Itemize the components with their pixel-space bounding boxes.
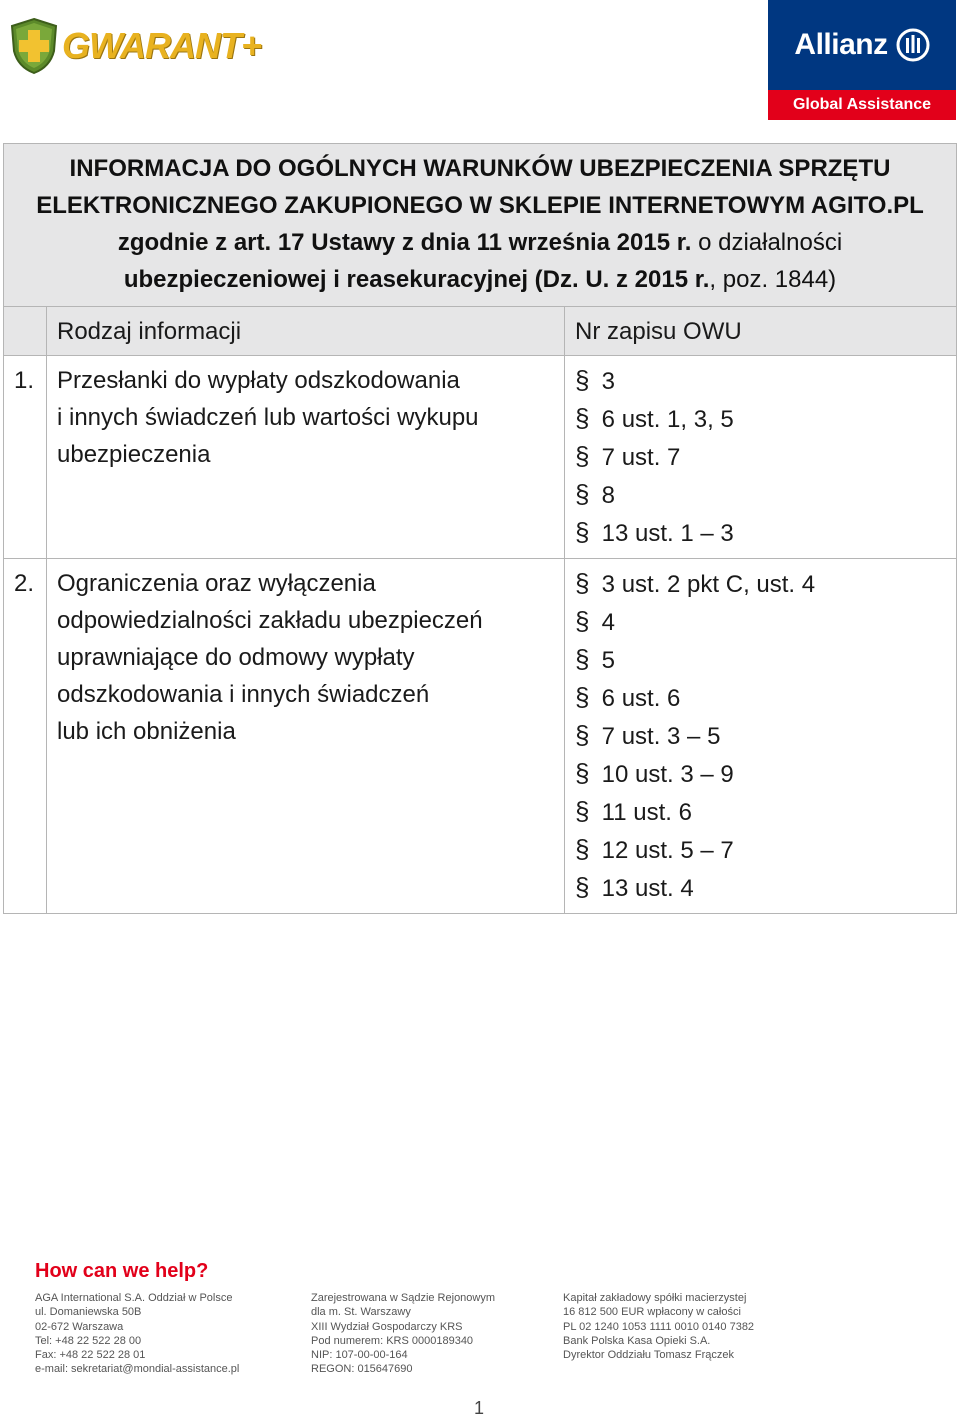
ref-text: 12 ust. 5 – 7 (601, 837, 734, 864)
ref-item (575, 869, 956, 907)
header-refs: Nr zapisu OWU (575, 317, 742, 345)
footer-capital-info (563, 1291, 754, 1362)
title-line-3-prefix: zgodnie z art. 17 Ustawy z dnia 11 września 2015 r. (117, 229, 692, 256)
gwarant-brand-text: GWARANT+ (62, 25, 261, 66)
section-symbol: § (575, 517, 590, 547)
section-symbol: § (575, 606, 590, 636)
allianz-logo-top (768, 0, 956, 90)
title-line-1: INFORMACJA DO OGÓLNYCH WARUNKÓW UBEZPIECZENIA SPRZĘTU (69, 155, 891, 182)
ref-item (575, 793, 956, 831)
ref-item (575, 400, 956, 438)
title-line-2: ELEKTRONICZNEGO ZAKUPIONEGO W SKLEPIE INTERNETOWYM AGITO.PL (36, 192, 924, 219)
allianz-logo (768, 0, 956, 120)
section-symbol: § (575, 365, 590, 395)
title-line-3 (14, 224, 946, 261)
footer-line: PL 02 1240 1053 1111 0010 0140 7382 (563, 1320, 755, 1333)
section-symbol: § (575, 568, 590, 598)
table-row (4, 355, 956, 558)
page-number: 1 (474, 1398, 485, 1418)
footer-line: Kapitał zakładowy spółki macierzystej (563, 1292, 747, 1304)
description-line: odpowiedzialności zakładu ubezpieczeń (57, 607, 483, 634)
row-refs (565, 356, 956, 558)
ref-text: 10 ust. 3 – 9 (601, 761, 734, 788)
row-description (47, 356, 565, 558)
table-row (4, 558, 956, 913)
footer-line: AGA International S.A. Oddział w Polsce (35, 1292, 233, 1304)
description-line: Ograniczenia oraz wyłączenia (57, 570, 376, 597)
title-line-4-suffix: , poz. 1844) (709, 266, 837, 293)
header-number-cell (4, 307, 47, 355)
ref-item (575, 641, 956, 679)
section-symbol: § (575, 403, 590, 433)
section-symbol: § (575, 758, 590, 788)
title-line-3-suffix: o działalności (698, 229, 843, 256)
footer-line: Fax: +48 22 522 28 01 (35, 1349, 146, 1362)
ref-item (575, 831, 956, 869)
footer-line: REGON: 015647690 (311, 1363, 413, 1376)
description-line: Przesłanki do wypłaty odszkodowania (57, 367, 460, 394)
ref-text: 7 ust. 3 – 5 (601, 723, 721, 750)
ref-item (575, 514, 956, 552)
ref-text: 3 (601, 368, 616, 395)
footer-company-info (35, 1291, 239, 1377)
ref-item (575, 565, 956, 603)
ref-text: 5 (601, 647, 616, 674)
section-symbol: § (575, 796, 590, 826)
ref-item (575, 438, 956, 476)
description-line: lub ich obniżenia (57, 718, 236, 745)
ref-text: 11 ust. 6 (601, 799, 692, 826)
ref-text: 6 ust. 6 (601, 685, 681, 712)
document-title (4, 144, 956, 306)
footer-line: 02-672 Warszawa (35, 1320, 124, 1333)
footer-line: dla m. St. Warszawy (311, 1306, 411, 1319)
section-symbol: § (575, 720, 590, 750)
ref-text: 13 ust. 4 (601, 875, 694, 902)
table-header-row (4, 306, 956, 355)
help-title: How can we help? (35, 1260, 209, 1282)
section-symbol: § (575, 834, 590, 864)
section-symbol: § (575, 644, 590, 674)
description-line: i innych świadczeń lub wartości wykupu (57, 404, 479, 431)
ref-text: 8 (601, 482, 616, 509)
row-description (47, 559, 565, 913)
allianz-unit: Global Assistance (768, 90, 956, 120)
footer-line: 16 812 500 EUR wpłacony w całości (563, 1306, 741, 1319)
section-symbol: § (575, 441, 590, 471)
allianz-name: Allianz (794, 28, 888, 61)
row-refs (565, 559, 956, 913)
ref-text: 13 ust. 1 – 3 (601, 520, 734, 547)
title-line-4-prefix: ubezpieczeniowej i reasekuracyjnej (Dz. U. z 2015 r. (123, 266, 710, 293)
ref-item (575, 362, 956, 400)
header-type: Rodzaj informacji (47, 307, 565, 355)
ref-item (575, 755, 956, 793)
section-symbol: § (575, 479, 590, 509)
ref-text: 3 ust. 2 pkt C, ust. 4 (601, 571, 816, 598)
row-number: 1. (4, 356, 47, 558)
section-symbol: § (575, 872, 590, 902)
description-line: odszkodowania i innych świadczeń (57, 681, 430, 708)
ref-item (575, 717, 956, 755)
ref-text: 6 ust. 1, 3, 5 (601, 406, 734, 433)
footer-line: Pod numerem: KRS 0000189340 (311, 1334, 474, 1347)
footer-line: Tel: +48 22 522 28 00 (35, 1334, 142, 1347)
footer-line: XIII Wydział Gospodarczy KRS (311, 1320, 463, 1333)
footer-line: NIP: 107-00-00-164 (311, 1349, 408, 1362)
allianz-eagle-icon (896, 28, 930, 62)
title-line-4 (14, 261, 946, 298)
ref-item (575, 476, 956, 514)
footer-line: Dyrektor Oddziału Tomasz Frączek (563, 1349, 734, 1362)
shield-cross-icon (8, 17, 60, 75)
ref-item (575, 679, 956, 717)
ref-item (575, 603, 956, 641)
footer-email[interactable]: e-mail: sekretariat@mondial-assistance.pl (35, 1363, 240, 1376)
description-line: uprawniające do odmowy wypłaty (57, 644, 415, 671)
section-symbol: § (575, 682, 590, 712)
ref-text: 4 (601, 609, 616, 636)
footer-line: ul. Domaniewska 50B (35, 1306, 142, 1319)
row-number: 2. (4, 559, 47, 913)
description-line: ubezpieczenia (57, 441, 211, 468)
owu-information-table (3, 143, 957, 914)
footer-registration-info (311, 1291, 495, 1377)
gwarant-logo (8, 16, 261, 76)
footer-line: Zarejestrowana w Sądzie Rejonowym (311, 1292, 496, 1304)
ref-text: 7 ust. 7 (601, 444, 681, 471)
footer-line: Bank Polska Kasa Opieki S.A. (563, 1334, 711, 1347)
